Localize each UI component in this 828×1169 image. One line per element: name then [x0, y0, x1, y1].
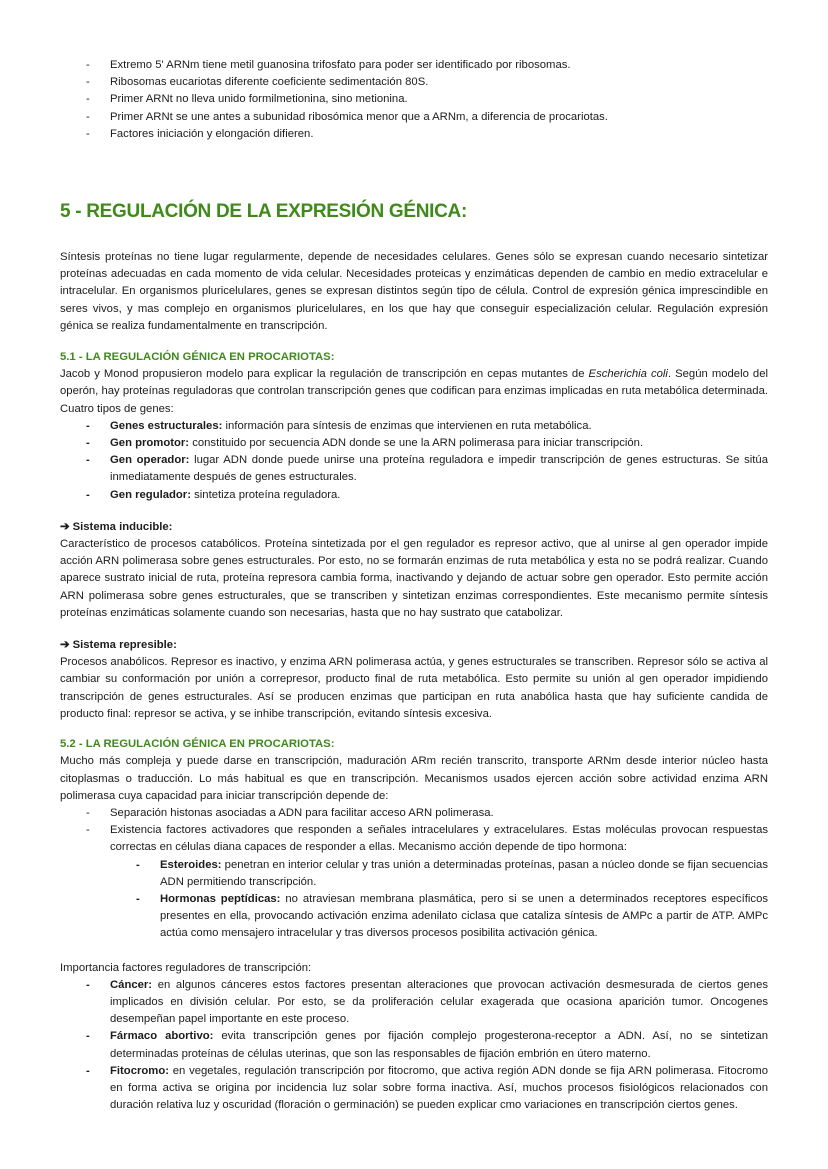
section-5-1-heading: 5.1 - LA REGULACIÓN GÉNICA EN PROCARIOTAS: — [60, 351, 335, 364]
list-item: - Factores iniciación y elongación difieren. — [60, 126, 768, 143]
importance-list — [60, 977, 768, 1115]
section-5-2-heading: 5.2 - LA REGULACIÓN GÉNICA EN PROCARIOTAS: — [60, 738, 335, 751]
list-item: - Genes estructurales: información para síntesis de enzimas que intervienen en ruta metabólica. — [60, 418, 768, 435]
hormone-types-list — [110, 857, 768, 943]
polymerase-conditions-list — [60, 805, 768, 943]
list-item: - Separación histonas asociadas a ADN para facilitar acceso ARN polimerasa. — [60, 805, 768, 822]
list-item: - Extremo 5' ARNm tiene metil guanosina trifosfato para poder ser identificado por ribosomas. — [60, 57, 768, 74]
eukaryote-translation-list — [60, 57, 768, 143]
repressible-system-text: Procesos anabólicos. Represor es inactivo, y enzima ARN polimerasa actúa, y genes estructurales se transcriben. Represor sólo se activa al cambiar su conformación por unión a correpresor, producto final de ruta metabólica. Esto permite su unión al gen operador impidiendo transcripción de genes estructurales. Así se producen enzimas que participan en ruta anabólica hasta que hay suficiente candida de producto final: represor se activa, y se inhibe transcripción, evitando síntesis excesiva. — [60, 656, 768, 720]
list-item: - Gen operador: lugar ADN donde puede unirse una proteína reguladora e impedir transcripción de genes estructuras. Se sitúa inmediatamente después de genes estructurales. — [60, 452, 768, 486]
repressible-system-heading: ➔ Sistema represible: — [60, 639, 177, 652]
importance-heading: Importancia factores reguladores de transcripción: — [60, 961, 312, 974]
list-item: - Fitocromo: en vegetales, regulación transcripción por fitocromo, que activa región ADN donde se fija ARN polimerasa. Fitocromo en forma activa se origina por incidencia luz solar sobre forma inactiva. Así, muchos procesos fisiológicos relacionados con duración relativa luz y oscuridad (floración o germinación) se pueden explicar cmo variaciones en transcripción ciertos genes. — [60, 1063, 768, 1115]
inducible-system-heading: ➔ Sistema inducible: — [60, 520, 173, 533]
section-5-intro: Síntesis proteínas no tiene lugar regularmente, depende de necesidades celulares. Genes sólo se expresan cuando necesario sintetizar proteínas adecuadas en cada momento de vida celular. Necesidades proteicas y enzimáticas dependen de cambio en medio extracelular e intracelular. En organismos pluricelulares, genes se expresan distintos según tipo de célula. Control de expresión génica imprescindible en seres vivos, y mas complejo en organismos pluricelulares, en los que hay que conseguir especialización celular. Regulación expresión génica se realiza fundamentalmente en transcripción. — [60, 251, 768, 332]
list-item: - Gen promotor: constituido por secuencia ADN donde se une la ARN polimerasa para iniciar transcripción. — [60, 435, 768, 452]
list-item: - Gen regulador: sintetiza proteína reguladora. — [60, 487, 768, 504]
list-item: - Cáncer: en algunos cánceres estos factores presentan alteraciones que provocan activación desmesurada de ciertos genes implicados en división celular. Por esto, se da proliferación celular exagerada que ocasiona aparición tumor. Oncogenes desempeñan papel importante en este proceso. — [60, 977, 768, 1029]
species-name: Escherichia coli — [588, 368, 668, 381]
list-item: - Hormonas peptídicas: no atraviesan membrana plasmática, pero si se unen a determinados receptores específicos presentes en ella, provocando activación enzima adenilato ciclasa que cataliza síntesis de AMPc a partir de ATP. AMPc actúa como mensajero intracelular y tras diversos procesos posibilita activación génica. — [110, 891, 768, 943]
list-item: - Existencia factores activadores que responden a señales intracelulares y extracelulares. Estas moléculas provocan respuestas correctas en células diana capaces de responder a ellas. Mecanismo acción depende de tipo hormona: - Esteroides: penetran en interior celular y tras unión a determinadas proteínas, pasan a núcleo donde se fijan secuencias ADN permitiendo transcripción. - Hormonas peptídicas: no atraviesan membrana plasmática, pero si se unen a determinados receptores específicos presentes en ella, provocando activación enzima adenilato ciclasa que cataliza síntesis de AMPc a partir de ATP. AMPc actúa como mensajero intracelular y tras diversos procesos posibilita activación génica. — [60, 822, 768, 942]
section-5-2-intro: Mucho más compleja y puede darse en transcripción, maduración ARm recién transcrito, transporte ARNm desde interior núcleo hasta citoplasmas o traducción. Lo más habitual es que en transcripción. Mecanismos usados ejercen acción sobre actividad enzima ARN polimerasa cuya capacidad para iniciar transcripción depende de: — [60, 755, 768, 802]
list-item: - Primer ARNt no lleva unido formilmetionina, sino metionina. — [60, 91, 768, 108]
inducible-system-text: Característico de procesos catabólicos. Proteína sintetizada por el gen regulador es represor activo, que al unirse al gen operador impide acción ARN polimerasa sobre genes estructurales. Por esto, no se formarán enzimas de ruta metabólica y esta no se podrá realizar. Cuando aparece sustrato inicial de ruta, proteína represora cambia forma, inactivando y dejando de actuar sobre gen operador. Esto permite acción ARN polimerasa sobre genes estructurales, que se transcriben y sintetizan enzimas correspondientes. Este mecanismo permite síntesis proteínas enzimáticas solamente cuando son necesarias, hasta que no hay sustrato que catabolizar. — [60, 538, 768, 619]
list-item: - Ribosomas eucariotas diferente coeficiente sedimentación 80S. — [60, 74, 768, 91]
list-item: - Fármaco abortivo: evita transcripción genes por fijación complejo progesterona-receptor a ADN. Así, no se sintetizan determinadas proteínas de células uterinas, que son las responsables de fijación embrión en útero materno. — [60, 1028, 768, 1062]
section-5-heading: 5 - REGULACIÓN DE LA EXPRESIÓN GÉNICA: — [60, 201, 467, 223]
list-item: - Esteroides: penetran en interior celular y tras unión a determinadas proteínas, pasan a núcleo donde se fijan secuencias ADN permitiendo transcripción. — [110, 857, 768, 891]
section-5-1-intro: Jacob y Monod propusieron modelo para explicar la regulación de transcripción en cepas mutantes de Escherichia coli. Según modelo del operón, hay proteínas reguladoras que controlan transcripción genes que codifican para enzimas implicadas en ruta metabólica determinada. Cuatro tipos de genes: — [60, 368, 768, 415]
list-item: - Primer ARNt se une antes a subunidad ribosómica menor que a ARNm, a diferencia de procariotas. — [60, 109, 768, 126]
gene-types-list — [60, 418, 768, 504]
